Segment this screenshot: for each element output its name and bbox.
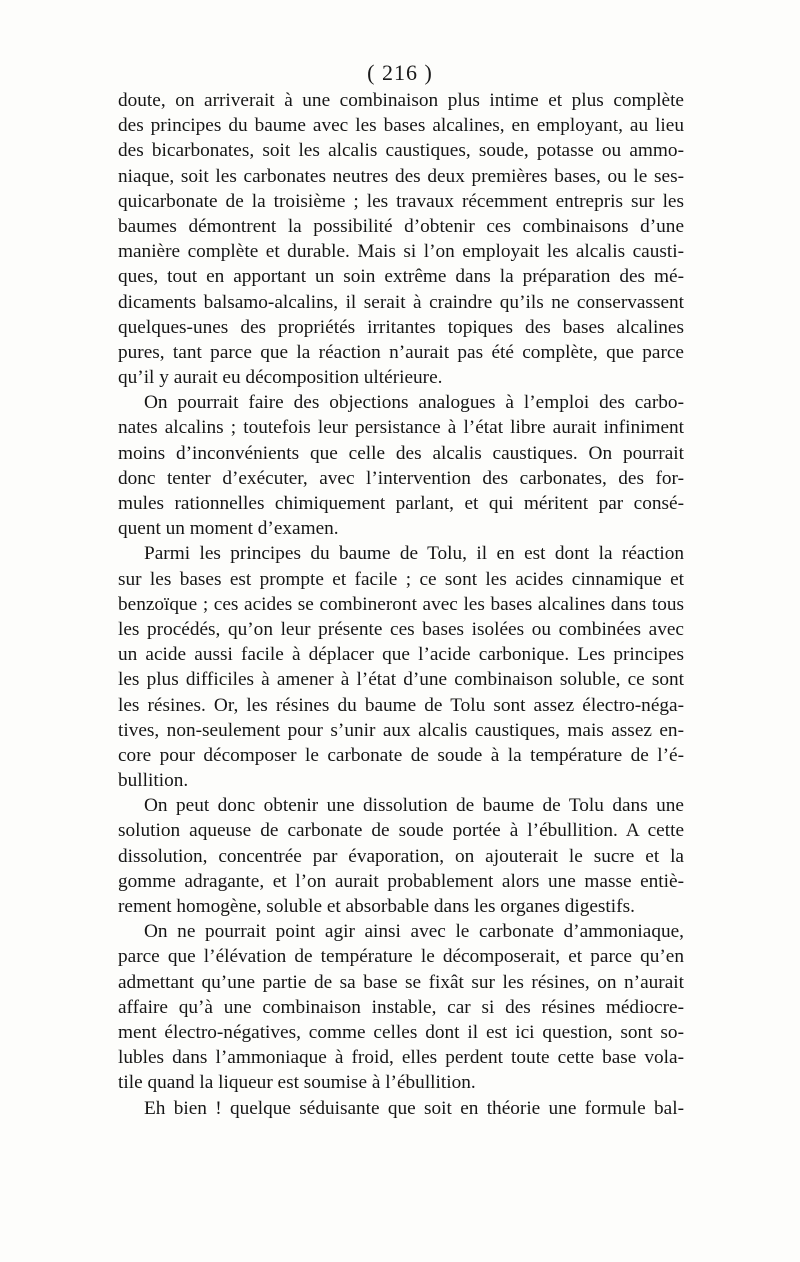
body-text [118,88,684,1121]
text-line: un acide aussi facile à déplacer que l’acide carbonique. Les principes [118,644,684,666]
text-line: ment électro-négatives, comme celles dont il est ici question, sont so- [118,1021,684,1043]
text-line: des bicarbonates, soit les alcalis caustiques, soude, potasse ou ammo- [118,140,684,162]
text-line: manière complète et durable. Mais si l’on employait les alcalis causti- [118,241,684,263]
text-line: dissolution, concentrée par évaporation, on ajouterait le sucre et la [118,845,684,867]
text-line: lubles dans l’ammoniaque à froid, elles perdent toute cette base vola- [118,1047,684,1069]
text-line: les plus difficiles à amener à l’état d’une combinaison soluble, ce sont [118,669,684,691]
text-line: tile quand la liqueur est soumise à l’ébullition. [118,1072,476,1094]
text-line: On peut donc obtenir une dissolution de baume de Tolu dans une [144,795,684,817]
text-line: donc tenter d’exécuter, avec l’intervention des carbonates, des for- [118,467,684,489]
text-line: dicaments balsamo-alcalins, il serait à craindre qu’ils ne conservassent [118,291,684,313]
text-line: les résines. Or, les résines du baume de Tolu sont assez électro-néga- [118,694,684,716]
text-line: moins d’inconvénients que celle des alcalis caustiques. On pourrait [118,442,684,464]
text-line: pures, tant parce que la réaction n’aurait pas été complète, que parce [118,341,684,363]
text-line: quelques-unes des propriétés irritantes topiques des bases alcalines [118,316,684,338]
text-line: Parmi les principes du baume de Tolu, il en est dont la réaction [144,543,684,565]
text-line: core pour décomposer le carbonate de soude à la température de l’é- [118,744,684,766]
text-line: affaire qu’à une combinaison instable, car si des résines médiocre- [118,996,684,1018]
text-line: doute, on arriverait à une combinaison plus intime et plus complète [118,90,684,111]
text-line: gomme adragante, et l’on aurait probablement alors une masse entiè- [118,870,684,892]
text-line: benzoïque ; ces acides se combineront avec les bases alcalines dans tous [118,593,684,615]
text-line: bullition. [118,770,189,792]
text-line: parce que l’élévation de température le décomposerait, et parce qu’en [118,946,684,968]
text-line: baumes démontrent la possibilité d’obtenir ces combinaisons d’une [118,215,684,237]
text-line: admettant qu’une partie de sa base se fixât sur les résines, on n’aurait [118,971,684,993]
text-line: tives, non-seulement pour s’unir aux alcalis caustiques, mais assez en- [118,719,684,741]
text-line: Eh bien ! quelque séduisante que soit en théorie une formule bal- [144,1097,684,1119]
text-line: niaque, soit les carbonates neutres des deux premières bases, ou le ses- [118,165,684,187]
text-line: rement homogène, soluble et absorbable dans les organes digestifs. [118,896,635,917]
text-line: quent un moment d’examen. [118,518,339,540]
text-line: les procédés, qu’on leur présente ces bases isolées ou combinées avec [118,618,684,640]
text-line: On pourrait faire des objections analogues à l’emploi des carbo- [144,392,684,414]
text-line: On ne pourrait point agir ainsi avec le carbonate d’ammoniaque, [144,921,684,943]
text-line: nates alcalins ; toutefois leur persistance à l’état libre aurait infiniment [118,417,684,439]
text-line: mules rationnelles chimiquement parlant, et qui méritent par consé- [118,493,684,514]
text-line: des principes du baume avec les bases alcalines, en employant, au lieu [118,115,684,137]
page-number: ( 216 ) [367,60,433,85]
text-line: qu’il y aurait eu décomposition ultérieure. [118,367,443,389]
text-line: quicarbonate de la troisième ; les travaux récemment entrepris sur les [118,190,684,212]
text-line: solution aqueuse de carbonate de soude portée à l’ébullition. A cette [118,820,684,842]
text-line: ques, tout en apportant un soin extrême dans la préparation des mé- [118,266,684,288]
text-line: sur les bases est prompte et facile ; ce sont les acides cinnamique et [118,568,684,590]
